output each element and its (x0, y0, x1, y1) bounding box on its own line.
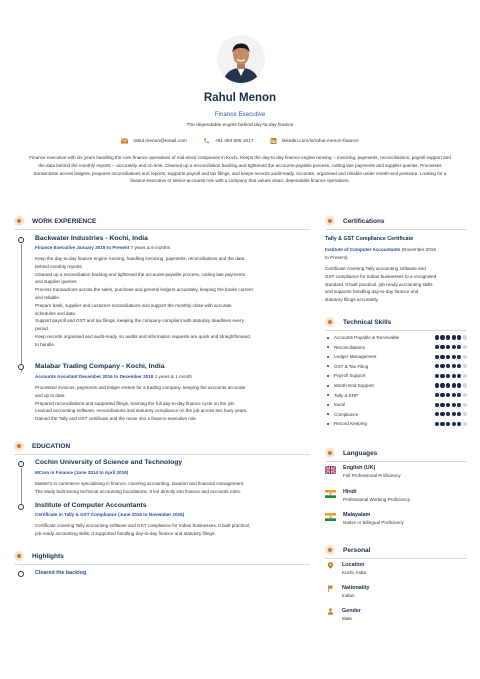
email-icon (121, 138, 128, 144)
rating-dot (440, 374, 444, 378)
skill-item (327, 402, 467, 407)
linkedin-icon (270, 138, 277, 144)
education-heading: EDUCATION (14, 441, 70, 451)
rating-dot (435, 383, 439, 387)
bullet-icon (327, 394, 329, 396)
email-text: rahul.menon@email.com (133, 138, 187, 144)
rating-dot (452, 383, 456, 387)
contact-linkedin[interactable] (270, 138, 359, 144)
india-flag-icon (325, 490, 336, 498)
rating-dot (457, 374, 461, 378)
rating-dot (435, 374, 439, 378)
rating-dot (463, 364, 467, 368)
timeline-dot (18, 237, 24, 243)
education-degree: Certificate in Tally & GST Compliance (June 2016 to November 2016) (35, 512, 185, 517)
rating-dot (435, 345, 439, 349)
section-divider (325, 330, 467, 331)
job-company: Backwater Industries - Kochi, India (35, 235, 148, 242)
rating-dot (435, 422, 439, 426)
skill-item (327, 373, 467, 378)
uk-flag-icon (325, 466, 336, 474)
skill-item (327, 345, 467, 350)
section-divider (325, 558, 467, 559)
flag-icon (327, 585, 334, 592)
skill-rating (433, 412, 467, 416)
skill-name: Record Keeping (334, 421, 367, 427)
skill-rating (433, 345, 467, 349)
rating-dot (452, 335, 456, 339)
section-divider (14, 564, 310, 565)
rating-dot (446, 383, 450, 387)
job-role: Accounts Assistant December 2016 to December 2018 2 years & 1 month (35, 374, 192, 379)
rating-dot (446, 345, 450, 349)
skill-name: Reconciliations (334, 344, 365, 350)
rating-dot (446, 364, 450, 368)
tagline: The dependable engine behind day-to-day finance (186, 123, 294, 128)
rating-dot (452, 403, 456, 407)
personal-heading: Personal (325, 545, 370, 555)
technical-skills-heading: Technical Skills (325, 317, 391, 327)
education-degree: MCom in Finance (June 2014 to April 2016) (35, 470, 129, 475)
contact-email[interactable] (121, 138, 186, 144)
rating-dot (446, 412, 450, 416)
rating-dot (452, 412, 456, 416)
rating-dot (457, 403, 461, 407)
rating-dot (446, 403, 450, 407)
contact-bar (0, 138, 480, 144)
section-divider (14, 229, 310, 230)
rating-dot (435, 335, 439, 339)
skill-rating (433, 393, 467, 397)
rating-dot (457, 412, 461, 416)
rating-dot (452, 374, 456, 378)
section-divider (14, 454, 310, 455)
rating-dot (457, 383, 461, 387)
certification-issuer: Institute of Computer Accountants (November 2016 to Present) (325, 247, 436, 260)
rating-dot (457, 393, 461, 397)
rating-dot (446, 393, 450, 397)
rating-dot (440, 422, 444, 426)
job-description: Keep the day-to-day finance engine running, handling invoicing, payments, reconciliations and the data behind monthly reports. Cleaned up a reconciliation backlog and tightened the accounts-payable process, cutting late payments and supplier queries. Process transactions across the sales, purchase and general ledgers accurately, keeping the books current and reliable. Prepare bank, supplier and customer reconciliations and support the monthly close with accurate schedules and data. Support payroll and GST and tax filings, keeping the company compliant with statutory deadlines every period. Keep records organised and audit-ready, so audits and information requests are quick and straightforward to handle. (35, 256, 253, 347)
rating-dot (446, 335, 450, 339)
languages-heading: Languages (325, 448, 377, 458)
rating-dot (440, 345, 444, 349)
skill-item (327, 393, 467, 398)
skill-rating (433, 364, 467, 368)
india-flag-icon (325, 513, 336, 521)
skill-name: Ledger Management (334, 354, 377, 360)
rating-dot (452, 422, 456, 426)
rating-dot (463, 393, 467, 397)
graduation-cap-icon (14, 441, 24, 451)
personal-item-location: Location Kochi, India (327, 562, 366, 575)
rating-dot (457, 355, 461, 359)
skill-item (327, 364, 467, 369)
timeline-dot (18, 571, 24, 577)
rating-dot (457, 422, 461, 426)
phone-icon (203, 138, 210, 144)
contact-phone[interactable] (203, 138, 254, 144)
rating-dot (457, 345, 461, 349)
rating-dot (463, 345, 467, 349)
work-experience-heading: WORK EXPERIENCE (14, 216, 96, 226)
education-institution: Institute of Computer Accountants (35, 502, 147, 509)
education-description: Certificate covering Tally accounting software and GST compliance for Indian businesses. It built practical, job-ready accounting skills. It supported handling day-to-day finance and statutory filings. (35, 523, 251, 536)
skill-item (327, 354, 467, 359)
job-title-headline: Finance Executive (214, 111, 266, 118)
skill-item (327, 335, 467, 340)
bullet-icon (327, 346, 329, 348)
rating-dot (463, 422, 467, 426)
highlights-heading: Highlights (14, 551, 64, 561)
timeline-dot (18, 504, 24, 510)
rating-dot (440, 383, 444, 387)
education-institution: Cochin University of Science and Technology (35, 459, 183, 466)
language-item: Hindi Professional Working Proficiency (325, 489, 410, 502)
rating-dot (452, 393, 456, 397)
skill-item (327, 383, 467, 388)
rating-dot (435, 364, 439, 368)
gender-icon (325, 545, 335, 555)
job-role: Finance Executive January 2019 to Present 7 years & 9 months (35, 245, 171, 250)
rating-dot (440, 412, 444, 416)
bullet-icon (327, 365, 329, 367)
certifications-heading: Certifications (325, 216, 385, 226)
rating-dot (452, 345, 456, 349)
rating-dot (446, 422, 450, 426)
skill-name: Month-End Support (334, 383, 374, 388)
bullet-icon (327, 413, 329, 415)
rating-dot (446, 355, 450, 359)
timeline-line (21, 244, 22, 372)
rating-dot (463, 412, 467, 416)
skill-rating (433, 335, 467, 339)
skill-rating (433, 374, 467, 378)
bullet-icon (327, 375, 329, 377)
star-icon (14, 551, 24, 561)
timeline-dot (18, 461, 24, 467)
skill-rating (433, 422, 467, 426)
language-item: English (UK) Full Professional Proficiency (325, 465, 401, 478)
linkedin-text: linkedin.com/in/rahul-menon-finance (281, 138, 359, 144)
skill-item (327, 412, 467, 417)
section-divider (325, 229, 467, 230)
language-item: Malayalam Native or Bilingual Proficiency (325, 512, 404, 525)
phone-text: +91 484 555 1017 (214, 138, 254, 144)
timeline-line (21, 468, 22, 508)
skill-name: Excel (334, 402, 346, 408)
personal-item-nationality: Nationality Indian (327, 585, 370, 598)
rating-dot (463, 383, 467, 387)
professional-summary: Finance executive with six years handling the core finance operations of mid-sized companies in Kochi. Keeps the day-to-day finance engine running -- invoicing, payments, reconciliations, payroll support and the data behind the monthly reports -- accurately and on time. Cleaned up a reconciliation backlog and tightened the accounts-payable process, cutting late payments and supplier queries. Processes transactions across ledgers, prepares reconciliations and reports, supports payroll and tax filings, and keeps records audit-ready. Accurate, organised and reliable under month-end pressure. Looking for a finance-executive or senior-accounts role with a company that values clean, dependable finance operations. (29, 155, 451, 184)
rating-dot (463, 374, 467, 378)
rating-dot (440, 403, 444, 407)
rating-dot (435, 403, 439, 407)
skill-name: Accounts Payable & Receivable (334, 335, 400, 340)
skill-name: Compliance (334, 411, 359, 417)
bullet-icon (327, 356, 329, 358)
job-description: Processed invoices, payments and ledger entries for a trading company, keeping the accounts accurate and up to date. Prepared reconciliations and supported filings, learning the full day-to-day finance cycle on the job. Learned accounting software, reconciliations and statutory compliance on the job across two busy years. Gained the Tally and GST certificate and the move into a finance-executive role. (35, 385, 248, 422)
candidate-name: Rahul Menon (203, 92, 277, 104)
bullet-icon (327, 423, 329, 425)
rating-dot (440, 335, 444, 339)
briefcase-icon (14, 216, 24, 226)
section-divider (325, 461, 467, 462)
bullet-icon (327, 337, 329, 339)
rating-dot (463, 355, 467, 359)
skill-name: GST & Tax Filing (334, 363, 369, 369)
rating-dot (457, 335, 461, 339)
timeline-dot (18, 364, 24, 370)
rating-dot (435, 355, 439, 359)
job-company: Malabar Trading Company - Kochi, India (35, 363, 165, 370)
rating-dot (452, 364, 456, 368)
skill-rating (433, 403, 467, 407)
bullet-icon (327, 404, 329, 406)
education-description: Master's in commerce specialising in finance, covering accounting, taxation and financial management. The study built strong technical accounting foundations. It led directly into finance and accounts roles. (35, 481, 245, 494)
person-icon (327, 608, 334, 615)
rating-dot (463, 335, 467, 339)
certification-title: Tally & GST Compliance Certificate (325, 236, 414, 242)
bullet-icon (327, 385, 329, 387)
highlight-item: Cleared the backlog (35, 570, 87, 576)
rating-dot (440, 364, 444, 368)
globe-icon (325, 448, 335, 458)
skills-icon (325, 317, 335, 327)
rating-dot (440, 355, 444, 359)
skill-name: Payroll Support (334, 373, 366, 379)
rating-dot (452, 355, 456, 359)
skill-name: Tally & ERP (334, 392, 359, 398)
skill-rating (433, 355, 467, 359)
profile-photo (217, 35, 265, 83)
location-pin-icon (327, 562, 334, 569)
rating-dot (463, 403, 467, 407)
rating-dot (457, 364, 461, 368)
certification-description: Certificate covering Tally accounting software and GST compliance for Indian businesses to a recognised standard. It built practical, job-ready accounting skills and supports handling day-to-day finance and statutory filings accurately. (325, 266, 437, 303)
skill-item (327, 421, 467, 426)
certificate-icon (325, 216, 335, 226)
rating-dot (440, 393, 444, 397)
personal-item-gender: Gender Male (327, 608, 361, 621)
rating-dot (446, 374, 450, 378)
rating-dot (435, 393, 439, 397)
rating-dot (435, 412, 439, 416)
skill-rating (433, 383, 467, 387)
